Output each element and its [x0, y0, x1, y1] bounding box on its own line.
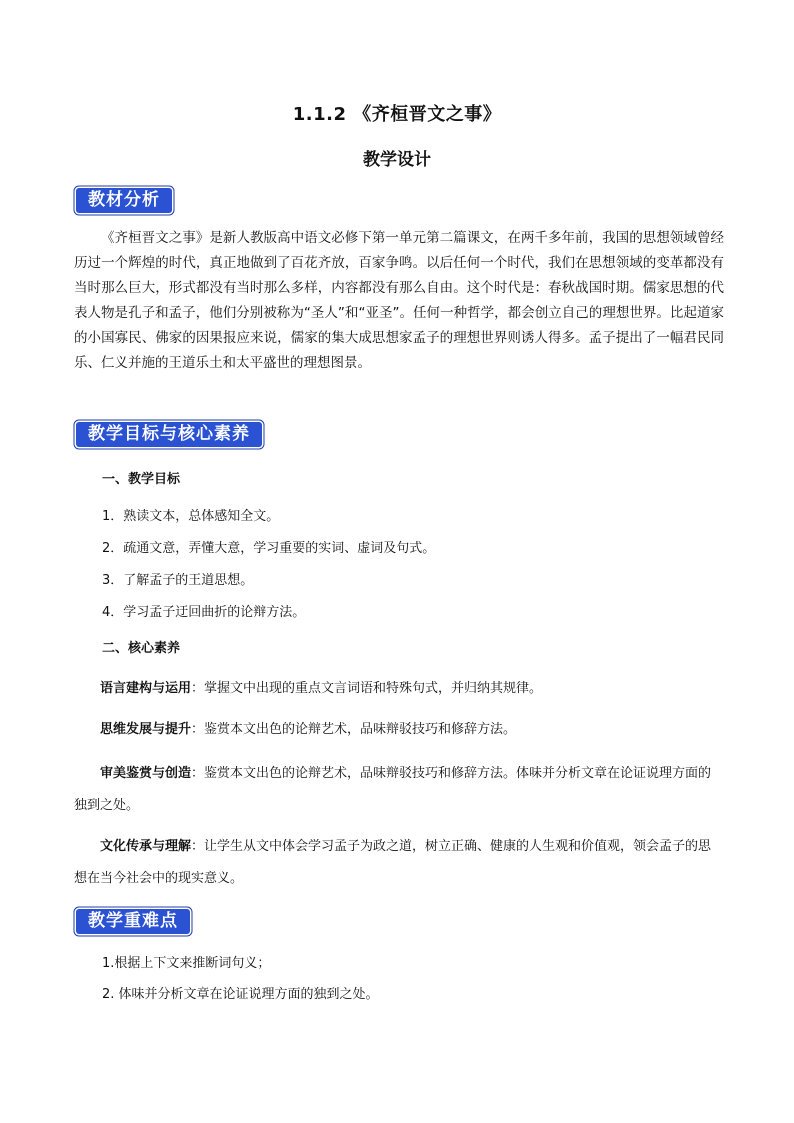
- literacy-heading: 二、核心素养: [102, 641, 181, 656]
- goal-item: 2．疏通文意，弄懂大意，学习重要的实词、虚词及句式。: [102, 541, 436, 556]
- literacy-text: ：掌握文中出现的重点文言词语和特殊句式，并归纳其规律。: [191, 681, 543, 696]
- goal-item: 1．熟读文本，总体感知全文。: [102, 509, 280, 524]
- analysis-paragraph: 《齐桓晋文之事》是新人教版高中语文必修下第一单元第二篇课文，在两千多年前，我国的思想领域曾经历过一个辉煌的时代，真正地做到了百花齐放，百家争鸣。以后任何一个时代，我们在思想领域的变革都没有当时那么巨大，形式都没有当时那么多样，内容都没有那么自由。这个时代是：春秋战国时期。儒家思想的代表人物是孔子和孟子，他们分别被称为“圣人”和“亚圣”。任何一种哲学，都会创立自己的理想世界。比起道家的小国寡民、佛家的因果报应来说，儒家的集大成思想家孟子的理想世界则诱人得多。孟子提出了一幅君民同乐、仁义并施的王道乐土和太平盛世的理想图景。: [74, 230, 724, 371]
- literacy-item-aesthetic: [74, 758, 724, 822]
- goal-item: 4．学习孟子迂回曲折的论辩方法。: [102, 605, 306, 620]
- difficulty-item: 2. 体味并分析文章在论证说理方面的独到之处。: [102, 987, 379, 1002]
- goal-item: 3．了解孟子的王道思想。: [102, 573, 254, 588]
- difficulty-item: 1.根据上下文来推断词句义；: [102, 956, 271, 971]
- literacy-item-language: [74, 673, 724, 705]
- literacy-term: 审美鉴赏与创造: [100, 766, 192, 781]
- literacy-item-culture: [74, 831, 724, 895]
- literacy-term: 思维发展与提升: [100, 722, 192, 737]
- literacy-term: 语言建构与运用: [100, 681, 192, 696]
- section-banner-goals: 教学目标与核心素养: [76, 422, 262, 447]
- section-banner-difficulties: 教学重难点: [76, 909, 190, 934]
- document-subtitle: 教学设计: [363, 150, 431, 170]
- document-title: 1.1.2 《齐桓晋文之事》: [292, 104, 502, 125]
- goals-heading: 一、教学目标: [102, 472, 181, 487]
- section-banner-analysis: 教材分析: [76, 188, 172, 213]
- literacy-item-thinking: [74, 714, 724, 746]
- literacy-text: ：鉴赏本文出色的论辩艺术，品味辩驳技巧和修辞方法。体味并分析文章在论证说理方面的独到之处。: [74, 766, 712, 813]
- literacy-text: ：让学生从文中体会学习孟子为政之道，树立正确、健康的人生观和价值观，领会孟子的思想在当今社会中的现实意义。: [74, 839, 712, 886]
- literacy-text: ：鉴赏本文出色的论辩艺术，品味辩驳技巧和修辞方法。: [191, 722, 517, 737]
- literacy-term: 文化传承与理解: [100, 839, 192, 854]
